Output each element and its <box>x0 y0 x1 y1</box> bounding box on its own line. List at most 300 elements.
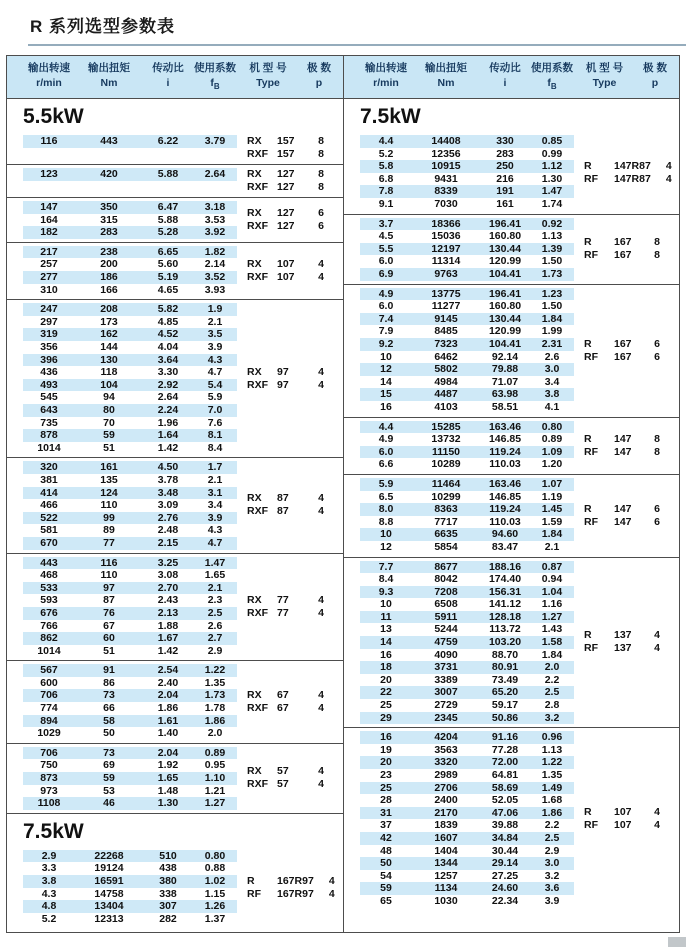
model-series: R <box>584 159 592 172</box>
table-row <box>344 363 574 376</box>
model-series: RF <box>584 172 598 185</box>
speed-cell: 862 <box>23 632 75 645</box>
service-factor-cell: 1.13 <box>541 230 563 243</box>
service-factor-cell: 8.4 <box>207 441 223 454</box>
torque-cell: 73 <box>75 689 143 702</box>
model-size: 87 <box>277 492 289 505</box>
ratio-cell: 1.40 <box>157 727 179 740</box>
data-rows <box>7 135 237 161</box>
speed-cell: 277 <box>23 271 75 284</box>
speed-cell: 7.7 <box>360 561 412 574</box>
torque-cell: 58 <box>75 715 143 728</box>
speed-cell: 12 <box>360 363 412 376</box>
service-factor-cell: 7.6 <box>207 416 223 429</box>
torque-cell: 2345 <box>412 712 480 725</box>
torque-cell: 4984 <box>434 375 458 388</box>
torque-cell: 13732 <box>431 433 461 446</box>
speed-cell: 5.8 <box>360 160 412 173</box>
ratio-cell: 2.15 <box>143 537 193 550</box>
ratio-cell: 196.41 <box>480 218 530 231</box>
torque-cell: 238 <box>75 246 143 259</box>
ratio-cell: 5.28 <box>143 226 193 239</box>
table-row <box>344 148 574 161</box>
service-factor-cell: 1.02 <box>193 875 237 888</box>
table-row <box>7 913 237 926</box>
torque-cell: 1134 <box>412 882 480 895</box>
model-size: 167 <box>614 350 632 363</box>
ratio-cell: 88.70 <box>491 648 519 661</box>
model-column <box>237 850 354 926</box>
model-line <box>247 148 343 161</box>
speed-cell: 18 <box>360 661 412 674</box>
torque-cell: 1344 <box>412 857 480 870</box>
pole-count-value: 4 <box>318 606 324 619</box>
column-unit-subscript: B <box>213 82 220 92</box>
table-row <box>344 173 574 186</box>
column-unit: $f_B$ <box>547 77 557 92</box>
ratio-cell: 5.19 <box>143 271 193 284</box>
ratio-cell: 250 <box>480 160 530 173</box>
torque-cell: 15036 <box>431 230 461 243</box>
torque-cell: 16591 <box>75 875 143 888</box>
service-factor-cell: 1.16 <box>541 598 563 611</box>
ratio-cell: 191 <box>480 185 530 198</box>
torque-cell: 2706 <box>412 782 480 795</box>
speed-cell: 31 <box>360 807 412 820</box>
torque-cell: 208 <box>75 303 143 316</box>
table-row <box>344 458 574 471</box>
column-unit: r/min <box>373 77 399 89</box>
model-size: 167 <box>614 236 632 249</box>
column-header-model-type <box>574 61 635 90</box>
speed-cell: 147 <box>23 201 75 214</box>
table-row <box>344 598 574 611</box>
pole-count-value: 4 <box>318 702 324 715</box>
column-unit: i <box>166 77 170 89</box>
speed-cell: 5.5 <box>360 243 412 256</box>
model-size: 167 <box>614 337 632 350</box>
model-column <box>237 201 343 239</box>
data-rows <box>7 168 237 194</box>
pole-count-value: 6 <box>654 502 660 515</box>
table-row <box>344 160 574 173</box>
speed-cell: 164 <box>40 213 58 226</box>
torque-cell: 76 <box>75 607 143 620</box>
speed-cell: 973 <box>40 784 58 797</box>
ratio-cell: 2.64 <box>157 391 179 404</box>
pole-count-value: 4 <box>318 271 324 284</box>
column-header-service-factor <box>193 61 237 94</box>
speed-cell: 14 <box>360 636 412 649</box>
model-line <box>584 446 679 459</box>
ratio-cell: 2.48 <box>157 524 179 537</box>
pole-count-value: 4 <box>318 378 324 391</box>
torque-cell: 3007 <box>412 686 480 699</box>
model-size: 157 <box>277 135 295 148</box>
pole-count-value: 4 <box>328 887 335 900</box>
pole-count-value: 4 <box>654 642 660 655</box>
model-line <box>247 594 343 607</box>
service-factor-cell: 3.1 <box>193 487 237 500</box>
table-row <box>344 218 574 231</box>
torque-cell: 3731 <box>412 661 480 674</box>
table-row <box>344 446 574 459</box>
ratio-cell: 79.88 <box>480 363 530 376</box>
service-factor-cell: 2.0 <box>530 661 574 674</box>
ratio-cell: 510 <box>143 850 193 863</box>
ratio-cell: 3.64 <box>143 354 193 367</box>
torque-cell: 89 <box>103 524 115 537</box>
table-row <box>7 354 237 367</box>
model-group <box>344 475 679 558</box>
model-group <box>344 215 679 285</box>
service-factor-cell: 1.22 <box>193 664 237 677</box>
torque-cell: 9145 <box>412 313 480 326</box>
model-column <box>574 421 679 471</box>
table-row <box>7 620 237 633</box>
speed-cell: 873 <box>23 772 75 785</box>
service-factor-cell: 1.30 <box>541 172 563 185</box>
model-column <box>574 561 679 725</box>
service-factor-cell: 1.43 <box>541 623 563 636</box>
speed-cell: 25 <box>360 782 412 795</box>
service-factor-cell: 1.82 <box>193 246 237 259</box>
service-factor-cell: 2.9 <box>544 844 560 857</box>
ratio-cell: 282 <box>159 912 177 925</box>
ratio-cell: 380 <box>143 875 193 888</box>
table-row <box>7 862 237 875</box>
ratio-cell: 50.86 <box>480 712 530 725</box>
service-factor-cell: 3.79 <box>193 135 237 148</box>
service-factor-cell: 3.52 <box>193 271 237 284</box>
table-row <box>7 759 237 772</box>
speed-cell: 20 <box>360 756 412 769</box>
column-unit: r/min <box>36 77 62 89</box>
ratio-cell: 196.41 <box>480 288 530 301</box>
model-series: RX <box>247 765 262 778</box>
speed-cell: 10 <box>380 598 392 611</box>
data-rows <box>344 218 574 281</box>
model-series: RF <box>584 515 598 528</box>
service-factor-cell: 1.84 <box>541 648 563 661</box>
service-factor-cell: 2.8 <box>544 699 560 712</box>
pole-count-value: 8 <box>654 236 660 249</box>
table-row <box>344 686 574 699</box>
table-row <box>344 611 574 624</box>
column-header-service-factor <box>530 61 574 94</box>
speed-cell: 5.2 <box>378 147 394 160</box>
torque-cell: 66 <box>103 702 115 715</box>
torque-cell: 2400 <box>434 794 458 807</box>
speed-cell: 878 <box>23 429 75 442</box>
data-rows <box>7 850 237 926</box>
service-factor-cell: 4.1 <box>544 400 560 413</box>
table-row <box>344 491 574 504</box>
table-row <box>7 677 237 690</box>
pole-count-value: 8 <box>654 249 660 262</box>
column-label: 输出转速 <box>28 62 70 74</box>
ratio-cell: 2.40 <box>157 676 179 689</box>
service-factor-cell: 4.7 <box>207 366 223 379</box>
speed-cell: 123 <box>23 168 75 181</box>
torque-cell: 10299 <box>431 490 461 503</box>
ratio-cell: 2.24 <box>143 404 193 417</box>
torque-cell: 13404 <box>75 900 143 913</box>
speed-cell: 706 <box>23 747 75 760</box>
table-row <box>7 429 237 442</box>
torque-cell: 2729 <box>434 699 458 712</box>
torque-cell: 2170 <box>412 807 480 820</box>
model-group <box>344 418 679 475</box>
column-label: 输出转速 <box>365 62 407 74</box>
service-factor-cell: 2.1 <box>544 540 560 553</box>
table-row <box>344 561 574 574</box>
data-rows <box>7 201 237 239</box>
speed-cell: 15 <box>360 388 412 401</box>
model-size: 87 <box>277 505 289 518</box>
torque-cell: 4487 <box>412 388 480 401</box>
service-factor-cell: 2.2 <box>544 673 560 686</box>
torque-cell: 14408 <box>412 135 480 148</box>
ratio-cell: 163.46 <box>480 478 530 491</box>
speed-cell: 1014 <box>37 644 61 657</box>
torque-cell: 124 <box>75 487 143 500</box>
model-size: 57 <box>277 778 289 791</box>
pole-count-value: 4 <box>654 806 660 819</box>
model-group <box>7 554 343 662</box>
table-row <box>7 499 237 512</box>
column-label: 传动比 <box>489 62 521 74</box>
torque-cell: 69 <box>103 759 115 772</box>
table-row <box>7 524 237 537</box>
ratio-cell: 65.20 <box>480 686 530 699</box>
model-size: 97 <box>277 378 289 391</box>
torque-cell: 5911 <box>412 611 480 624</box>
service-factor-cell: 2.0 <box>207 727 223 740</box>
table-row <box>7 474 237 487</box>
table-row <box>344 185 574 198</box>
table-row <box>344 338 574 351</box>
torque-cell: 6635 <box>412 528 480 541</box>
speed-cell: 25 <box>380 699 392 712</box>
table-left-column <box>7 56 343 932</box>
power-section <box>7 99 343 814</box>
service-factor-cell: 3.9 <box>207 341 223 354</box>
torque-cell: 144 <box>100 341 118 354</box>
model-size: 97 <box>277 365 289 378</box>
table-row <box>344 623 574 636</box>
ratio-cell: 63.98 <box>480 388 530 401</box>
model-line <box>584 160 680 173</box>
ratio-cell: 73.49 <box>491 673 519 686</box>
service-factor-cell: 1.35 <box>204 676 226 689</box>
column-unit: $f_B$ <box>210 77 220 92</box>
ratio-cell: 3.25 <box>143 557 193 570</box>
ratio-cell: 2.13 <box>143 607 193 620</box>
torque-cell: 11464 <box>412 478 480 491</box>
speed-cell: 593 <box>40 594 58 607</box>
ratio-cell: 128.18 <box>480 611 530 624</box>
model-line <box>584 642 679 655</box>
ratio-cell: 58.51 <box>491 400 519 413</box>
service-factor-cell: 0.88 <box>204 862 226 875</box>
table-row <box>344 478 574 491</box>
service-factor-cell: 3.2 <box>544 869 560 882</box>
model-series: R <box>584 236 592 249</box>
model-size: 77 <box>277 593 289 606</box>
table-row <box>7 258 237 271</box>
model-series: RX <box>247 135 262 148</box>
speed-cell: 670 <box>23 537 75 550</box>
service-factor-cell: 1.45 <box>530 503 574 516</box>
torque-cell: 99 <box>75 512 143 525</box>
torque-cell: 5802 <box>412 363 480 376</box>
speed-cell: 468 <box>40 569 58 582</box>
speed-cell: 533 <box>23 582 75 595</box>
ratio-cell: 4.50 <box>143 461 193 474</box>
model-series: RX <box>247 168 262 181</box>
column-label: 机 型 号 <box>585 62 624 74</box>
power-rating-heading: 7.5kW <box>360 105 421 129</box>
column-header-pole-count <box>299 61 339 90</box>
torque-cell: 4090 <box>434 648 458 661</box>
torque-cell: 12197 <box>412 243 480 256</box>
table-row <box>7 246 237 259</box>
speed-cell: 50 <box>360 857 412 870</box>
table-right-column <box>343 56 679 932</box>
model-size: 67 <box>277 702 289 715</box>
service-factor-cell: 2.31 <box>530 338 574 351</box>
ratio-cell: 4.04 <box>157 341 179 354</box>
speed-cell: 643 <box>23 404 75 417</box>
speed-cell: 37 <box>380 819 392 832</box>
ratio-cell: 6.22 <box>143 135 193 148</box>
model-group <box>344 558 679 729</box>
torque-cell: 1839 <box>434 819 458 832</box>
model-series: RXF <box>247 702 268 715</box>
column-label: 极 数 <box>307 62 331 74</box>
table-row <box>344 882 574 895</box>
ratio-cell: 130.44 <box>480 313 530 326</box>
model-series: RF <box>584 445 598 458</box>
torque-cell: 8677 <box>412 561 480 574</box>
pole-count-value: 8 <box>318 181 324 194</box>
speed-cell: 6.5 <box>378 490 394 503</box>
model-series: RX <box>247 689 262 702</box>
model-line <box>584 806 679 819</box>
model-line <box>584 516 679 529</box>
service-factor-cell: 1.50 <box>541 255 563 268</box>
model-series: RXF <box>247 505 268 518</box>
model-group <box>7 458 343 553</box>
table-row <box>344 649 574 662</box>
model-group <box>7 165 343 198</box>
service-factor-cell: 0.89 <box>541 433 563 446</box>
data-rows <box>7 303 237 454</box>
service-factor-cell: 1.78 <box>204 702 226 715</box>
service-factor-cell: 0.85 <box>530 135 574 148</box>
service-factor-cell: 3.53 <box>204 213 226 226</box>
table-row <box>344 300 574 313</box>
service-factor-cell: 1.27 <box>530 611 574 624</box>
model-line <box>247 379 343 392</box>
data-rows <box>344 135 574 211</box>
table-row <box>344 782 574 795</box>
speed-cell: 257 <box>40 258 58 271</box>
model-line <box>247 207 343 220</box>
ratio-cell: 5.60 <box>157 258 179 271</box>
ratio-cell: 1.42 <box>157 644 179 657</box>
model-column <box>237 664 343 740</box>
ratio-cell: 91.16 <box>480 731 530 744</box>
speed-cell: 22 <box>360 686 412 699</box>
column-unit: i <box>503 77 507 89</box>
table-row <box>7 391 237 404</box>
data-rows <box>344 731 574 907</box>
service-factor-cell: 0.94 <box>541 573 563 586</box>
model-size: 147 <box>614 502 632 515</box>
table-row <box>7 785 237 798</box>
table-row <box>344 516 574 529</box>
table-row <box>344 699 574 712</box>
service-factor-cell: 1.37 <box>204 912 226 925</box>
torque-cell: 14758 <box>94 887 124 900</box>
column-header-output-speed <box>23 61 75 90</box>
model-series: RF <box>584 642 598 655</box>
service-factor-cell: 1.59 <box>541 515 563 528</box>
ratio-cell: 146.85 <box>488 433 522 446</box>
model-line <box>247 366 343 379</box>
model-group <box>7 198 343 243</box>
speed-cell: 4.9 <box>360 288 412 301</box>
service-factor-cell: 3.9 <box>193 512 237 525</box>
service-factor-cell: 1.99 <box>541 325 563 338</box>
torque-cell: 350 <box>75 201 143 214</box>
ratio-cell: 4.85 <box>157 315 179 328</box>
speed-cell: 320 <box>23 461 75 474</box>
ratio-cell: 330 <box>480 135 530 148</box>
torque-cell: 200 <box>100 258 118 271</box>
ratio-cell: 1.64 <box>143 429 193 442</box>
model-series: R <box>584 806 592 819</box>
model-series: RF <box>584 819 598 832</box>
service-factor-cell: 1.23 <box>530 288 574 301</box>
torque-cell: 50 <box>103 727 115 740</box>
speed-cell: 23 <box>380 769 392 781</box>
power-rating-heading: 7.5kW <box>23 819 84 843</box>
torque-cell: 94 <box>103 391 115 404</box>
pole-count-value: 4 <box>318 765 324 778</box>
torque-cell: 5244 <box>434 623 458 636</box>
speed-cell: 19 <box>380 743 392 756</box>
speed-cell: 414 <box>23 487 75 500</box>
model-size: 107 <box>614 819 632 832</box>
model-series: RXF <box>247 148 268 161</box>
service-factor-cell: 1.04 <box>530 586 574 599</box>
ratio-cell: 1.61 <box>143 715 193 728</box>
model-line <box>247 492 343 505</box>
pole-count-value: 4 <box>654 819 660 832</box>
torque-cell: 8339 <box>412 185 480 198</box>
table-row <box>7 316 237 329</box>
torque-cell: 118 <box>100 366 118 379</box>
torque-cell: 1404 <box>434 844 458 857</box>
torque-cell: 110 <box>100 569 118 582</box>
service-factor-cell: 0.95 <box>204 759 226 772</box>
model-series: RXF <box>247 778 268 791</box>
speed-cell: 20 <box>380 673 392 686</box>
service-factor-cell: 0.96 <box>530 731 574 744</box>
